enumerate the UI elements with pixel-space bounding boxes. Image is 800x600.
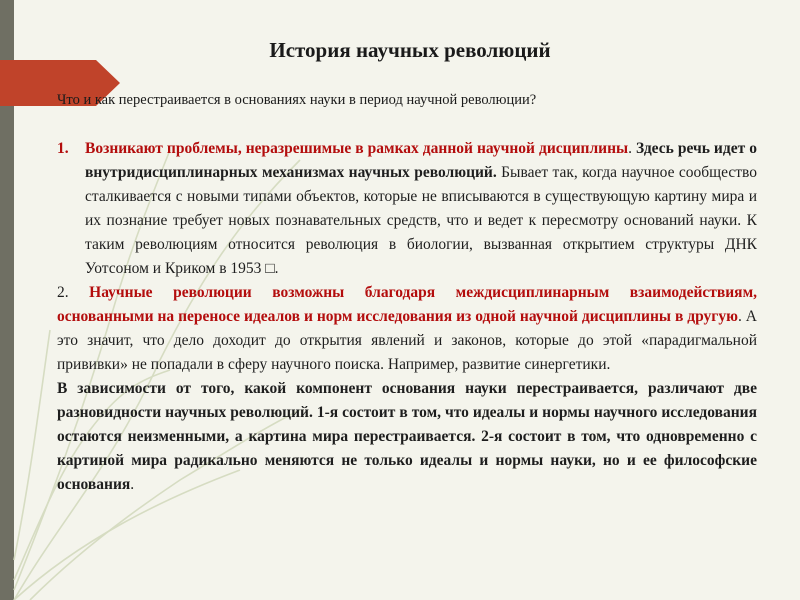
list-item-1	[57, 137, 757, 281]
body-text	[57, 137, 757, 497]
conclusion-bold-text: В зависимости от того, какой компонент основания науки перестраивается, различают две разновидности научных революций. 1-я состоит в том, что идеалы и нормы научного исследования остаются неизменными, а картина мира перестраивается. 2-я состоит в том, что одновременно с картиной мира радикально меняются не только идеалы и нормы науки, но и ее философские основания	[57, 380, 757, 493]
conclusion-end: .	[130, 476, 135, 493]
conclusion-paragraph	[57, 377, 757, 497]
item1-bold-text: Здесь речь идет о внутридисциплинарных механизмах научных революций.	[85, 140, 757, 181]
item1-red-text: Возникают проблемы, неразрешимые в рамках данной научной дисциплины	[85, 140, 629, 157]
list-item-2	[57, 281, 757, 377]
page-title: История научных революций	[269, 38, 551, 62]
question-text: Что и как перестраивается в основаниях науки в период научной революции?	[57, 92, 537, 108]
item2-red-text: Научные революции возможны благодаря междисциплинарным взаимодействиям, основанными на переносе идеалов и норм исследования из одной научной дисциплины в другую	[57, 284, 757, 325]
item2-normal-text: . А это значит, что дело доходит до открытия явлений и законов, которые до этой «парадигмальной прививки» не попадали в сферу научного поиска. Например, развитие синергетики.	[57, 308, 757, 373]
list-number-2: 2.	[57, 284, 69, 301]
list-number-1: 1.	[57, 140, 69, 157]
list-item-1-content	[85, 137, 757, 281]
item1-dot: .	[628, 140, 632, 157]
item1-normal-text: Бывает так, когда научное сообщество сталкивается с новыми типами объектов, которые не вписываются в существующую картину мира и их познание требует новых познавательных средств, что и ведет к пересмотру оснований науки. К таким революциям относится революция в биологии, вызванная открытием структуры ДНК Уотсоном и Криком в 1953 □.	[85, 164, 757, 277]
